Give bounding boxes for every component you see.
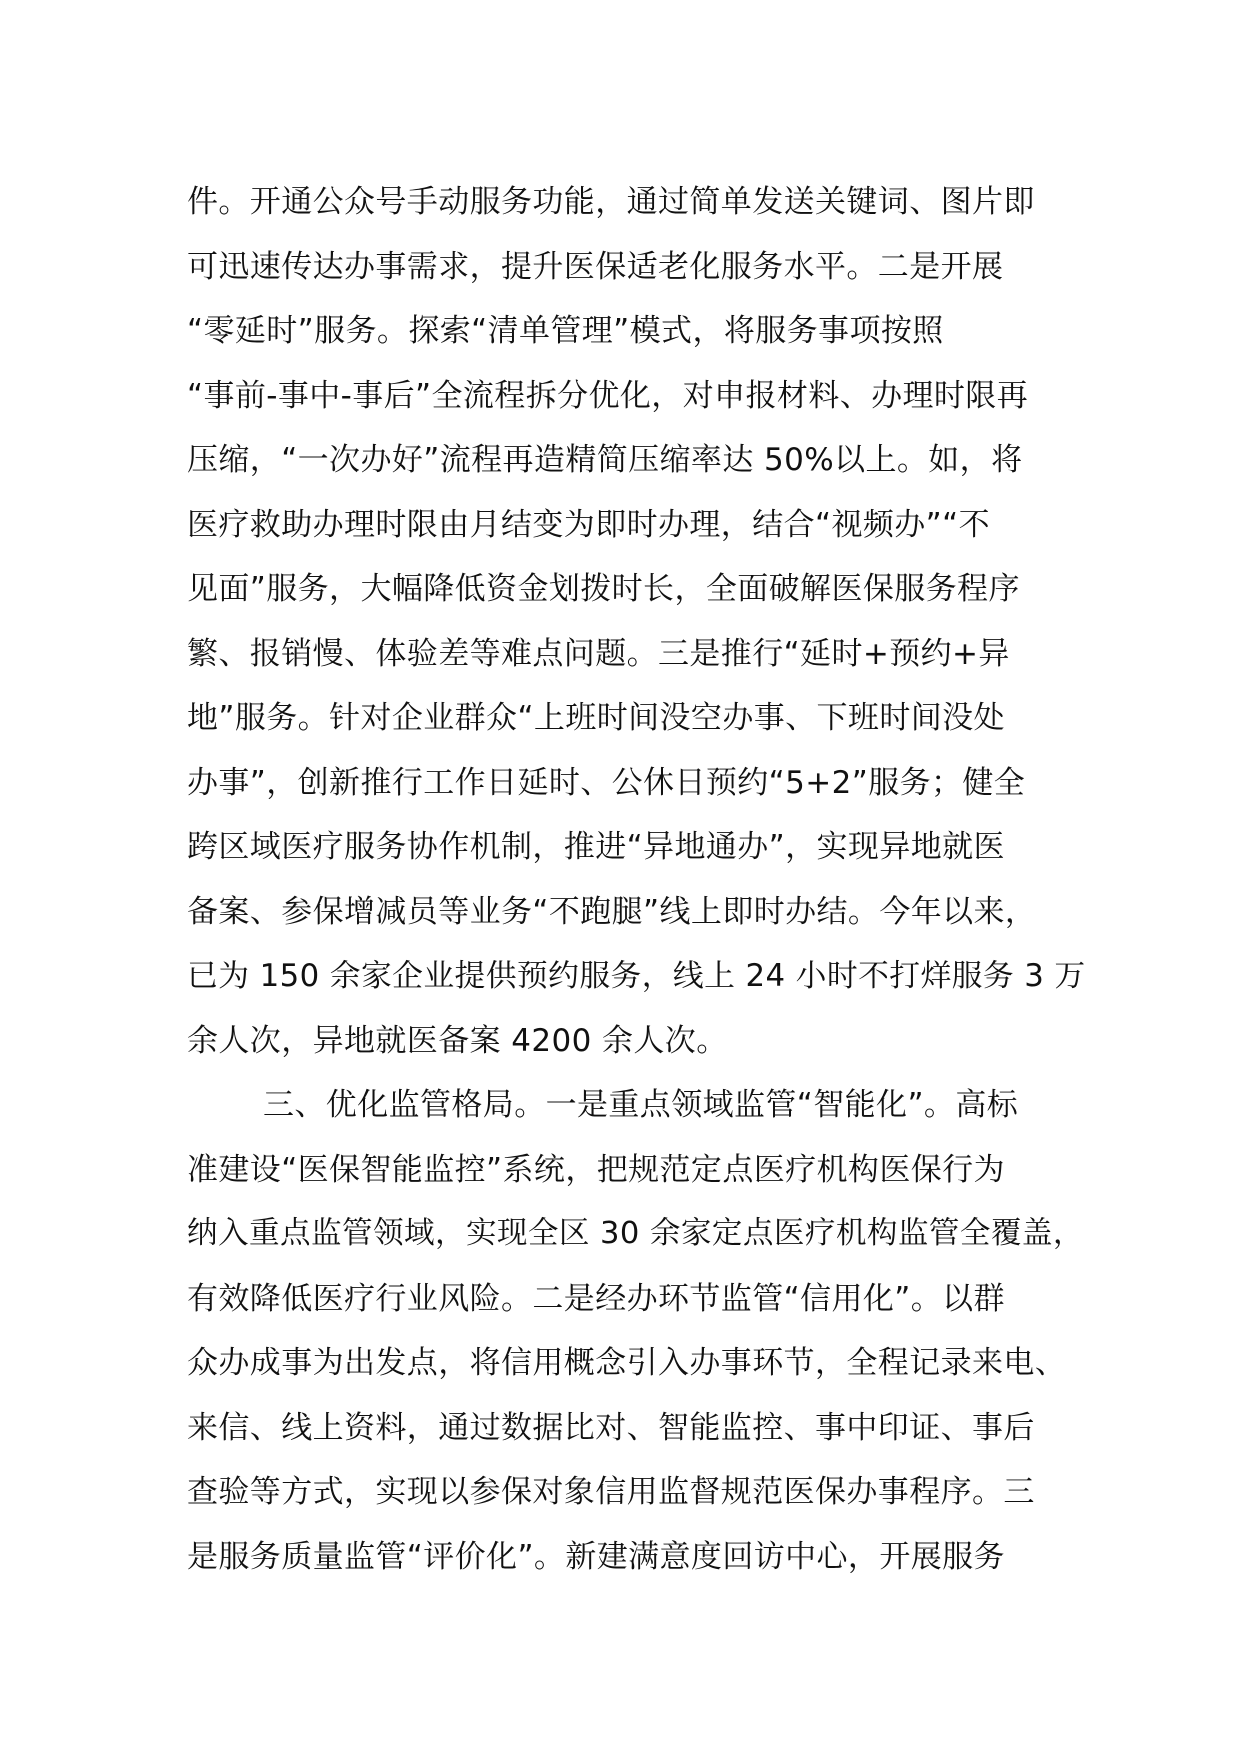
- text-line: 繁、报销慢、体验差等难点问题。三是推行“延时+预约+异: [187, 635, 1010, 672]
- text-line: 件。开通公众号手动服务功能，通过简单发送关键词、图片即: [187, 184, 1035, 220]
- body-text: [187, 170, 1087, 1589]
- text-line: 可迅速传达办事需求，提升医保适老化服务水平。二是开展: [187, 248, 1004, 285]
- text-line: 压缩，“一次办好”流程再造精简压缩率达 50%以上。如，将: [187, 442, 1023, 478]
- paragraph-start-line: 三、优化监管格局。一是重点领域监管“智能化”。高标: [263, 1087, 1019, 1123]
- text-line: 准建设“医保智能监控”系统，把规范定点医疗机构医保行为: [187, 1151, 1005, 1188]
- text-line: 众办成事为出发点，将信用概念引入办事环节，全程记录来电、: [187, 1345, 1067, 1381]
- text-line: 备案、参保增减员等业务“不跑腿”线上即时办结。今年以来，: [187, 893, 1037, 930]
- text-line: 查验等方式，实现以参保对象信用监督规范医保办事程序。三: [187, 1474, 1035, 1510]
- text-line: 已为 150 余家企业提供预约服务，线上 24 小时不打烊服务 3 万: [187, 958, 1086, 994]
- text-line: 地”服务。针对企业群众“上班时间没空办事、下班时间没处: [187, 700, 1005, 736]
- text-line: 余人次，异地就医备案 4200 余人次。: [187, 1022, 728, 1059]
- text-line: 是服务质量监管“评价化”。新建满意度回访中心，开展服务: [187, 1538, 1005, 1575]
- text-line: “零延时”服务。探索“清单管理”模式，将服务事项按照: [187, 313, 944, 349]
- text-line: 医疗救助办理时限由月结变为即时办理，结合“视频办”“不: [187, 506, 990, 543]
- text-line: 见面”服务，大幅降低资金划拨时长，全面破解医保服务程序: [187, 571, 1020, 607]
- text-line: 有效降低医疗行业风险。二是经办环节监管“信用化”。以群: [187, 1280, 1005, 1317]
- text-line: “事前-事中-事后”全流程拆分优化，对申报材料、办理时限再: [187, 377, 1029, 414]
- text-line: 跨区域医疗服务协作机制，推进“异地通办”，实现异地就医: [187, 829, 1005, 865]
- text-line: 办事”，创新推行工作日延时、公休日预约“5+2”服务；健全: [187, 764, 1026, 801]
- text-line: 纳入重点监管领域，实现全区 30 余家定点医疗机构监管全覆盖，: [187, 1216, 1084, 1251]
- text-line: 来信、线上资料，通过数据比对、智能监控、事中印证、事后: [187, 1409, 1035, 1446]
